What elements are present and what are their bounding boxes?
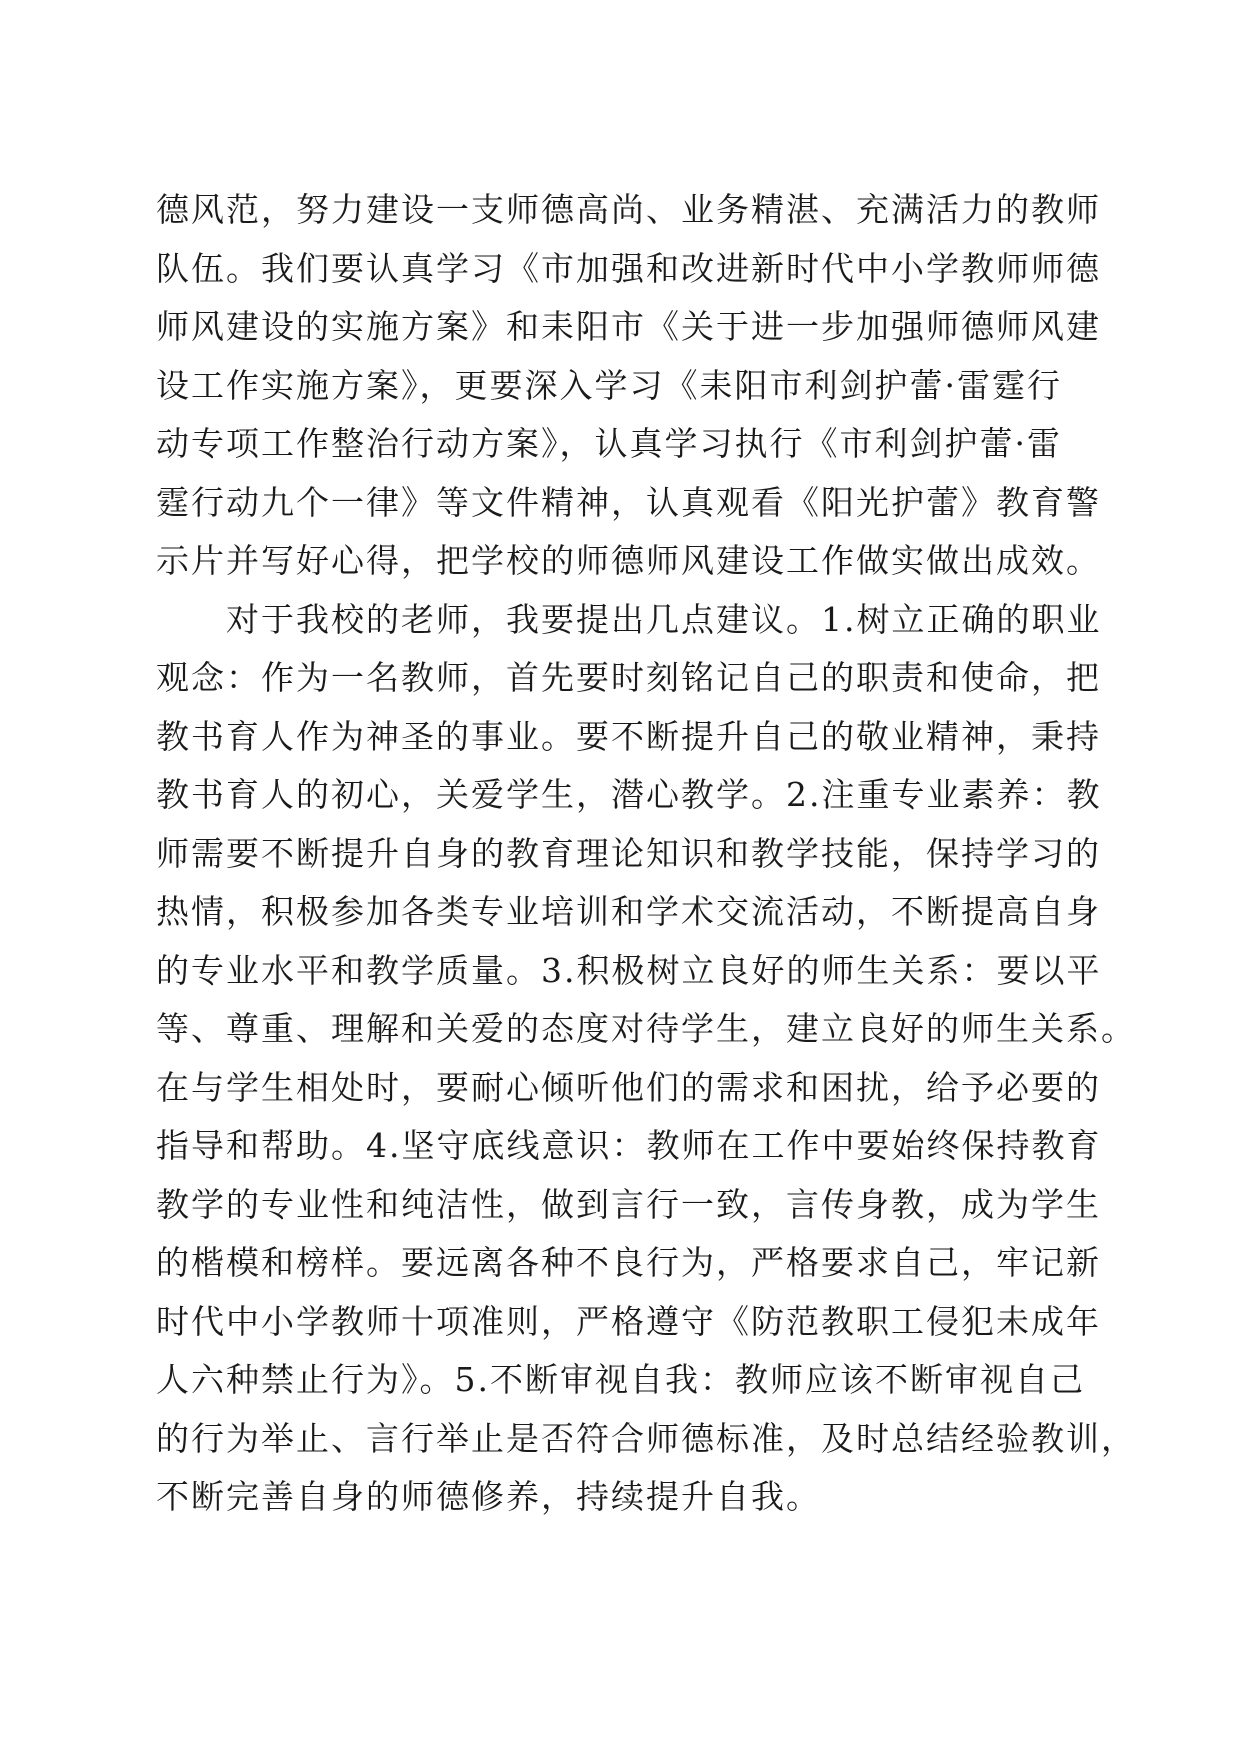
text-line: 不断完善自身的师德修养，持续提升自我。 <box>156 1477 821 1516</box>
text-line: 设工作实施方案》，更要深入学习《耒阳市利剑护蕾·雷霆行 <box>156 365 1062 405</box>
text-line: 的楷模和榜样。要远离各种不良行为，严格要求自己，牢记新 <box>156 1243 1101 1282</box>
text-line: 示片并写好心得，把学校的师德师风建设工作做实做出成效。 <box>156 541 1101 580</box>
text-line: 在与学生相处时，要耐心倾听他们的需求和困扰，给予必要的 <box>156 1067 1101 1107</box>
text-line: 教书育人的初心，关爱学生，潜心教学。2.注重专业素养：教 <box>156 775 1102 814</box>
text-line: 时代中小学教师十项准则，严格遵守《防范教职工侵犯未成年 <box>156 1301 1101 1341</box>
document-body <box>156 181 1136 1585</box>
text-line <box>156 1527 1056 1586</box>
text-line: 指导和帮助。4.坚守底线意识：教师在工作中要始终保持教育 <box>156 1126 1102 1165</box>
text-line: 动专项工作整治行动方案》，认真学习执行《市利剑护蕾·雷 <box>156 424 1062 463</box>
text-line: 的行为举止、言行举止是否符合师德标准，及时总结经验教训， <box>156 1418 1136 1458</box>
text-line: 的专业水平和教学质量。3.积极树立良好的师生关系：要以平 <box>156 950 1102 990</box>
paragraph-2 <box>156 591 1136 1586</box>
text-line: 观念：作为一名教师，首先要时刻铭记自己的职责和使命，把 <box>156 658 1101 697</box>
text-line: 师风建设的实施方案》和耒阳市《关于进一步加强师德师风建 <box>156 307 1101 346</box>
text-line: 霆行动九个一律》等文件精神，认真观看《阳光护蕾》教育警 <box>156 482 1101 522</box>
text-line: 等、尊重、理解和关爱的态度对待学生，建立良好的师生关系。 <box>156 1009 1136 1048</box>
text-line: 热情，积极参加各类专业培训和学术交流活动，不断提高自身 <box>156 892 1101 931</box>
text-line: 德风范，努力建设一支师德高尚、业务精湛、充满活力的教师 <box>156 190 1101 229</box>
text-line: 队伍。我们要认真学习《市加强和改进新时代中小学教师师德 <box>156 248 1101 288</box>
text-line: 对于我校的老师，我要提出几点建议。1.树立正确的职业 <box>156 599 1102 639</box>
text-line: 人六种禁止行为》。5.不断审视自我：教师应该不断审视自己 <box>156 1360 1085 1399</box>
text-line: 教书育人作为神圣的事业。要不断提升自己的敬业精神，秉持 <box>156 716 1101 756</box>
text-line: 教学的专业性和纯洁性，做到言行一致，言传身教，成为学生 <box>156 1184 1101 1224</box>
text-line: 师需要不断提升自身的教育理论知识和教学技能，保持学习的 <box>156 833 1101 873</box>
paragraph-1 <box>156 181 1101 591</box>
